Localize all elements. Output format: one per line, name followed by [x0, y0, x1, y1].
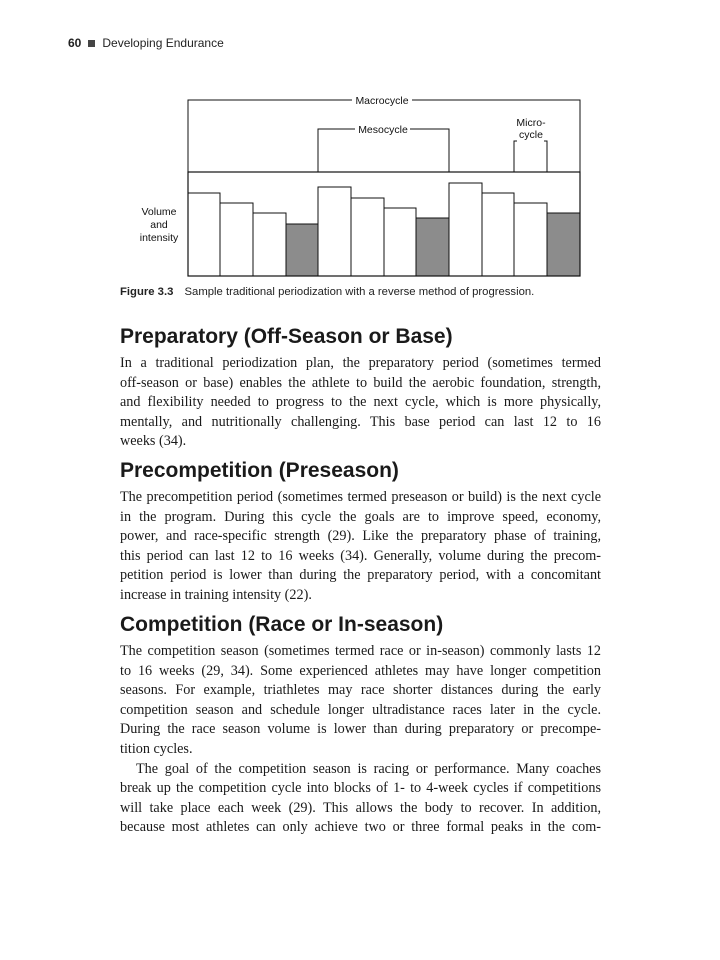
figure-caption-label: Figure 3.3	[120, 286, 174, 298]
text-line: this period can last 12 to 16 weeks (34). Generally, volume during the precom-	[120, 547, 601, 564]
square-bullet-icon	[88, 40, 95, 47]
section-heading: Precompetition (Preseason)	[120, 459, 399, 482]
y-label-line-2: and	[150, 219, 168, 231]
text-line: tition cycles.	[120, 740, 193, 757]
text-line: petition period is lower than during the preparatory period, with a concomitant	[120, 567, 601, 584]
text-line: increase in training intensity (22).	[120, 586, 312, 603]
bar-7	[384, 208, 416, 276]
section-heading: Competition (Race or In-season)	[120, 613, 444, 636]
text-line: and flexibility needed to progress to the next cycle, which is more physically,	[120, 394, 601, 411]
bar-3	[253, 213, 286, 276]
text-line: The goal of the competition season is racing or performance. Many coaches	[136, 760, 601, 777]
text-line: to 16 weeks (29, 34). Some experienced athletes may have longer competition	[120, 662, 601, 679]
y-label-line-1: Volume	[141, 206, 177, 218]
section-competition	[120, 612, 601, 838]
paragraph	[120, 488, 601, 606]
text-line: The precompetition period (sometimes termed preseason or build) is the next cycle	[120, 489, 601, 505]
periodization-diagram	[0, 88, 720, 288]
bar-11	[514, 203, 547, 276]
periodization-figure	[0, 88, 720, 288]
y-axis-label	[140, 206, 179, 244]
page-number: 60	[68, 36, 82, 50]
running-head-title: Developing Endurance	[102, 36, 224, 50]
bar-9	[449, 183, 482, 276]
figure-caption	[120, 286, 534, 298]
bar-1	[188, 193, 220, 276]
bars-group	[188, 183, 580, 276]
section-heading: Preparatory (Off-Season or Base)	[120, 325, 453, 348]
running-head	[68, 36, 224, 50]
text-line: During the race season volume is lower than during preparatory or precompe-	[120, 721, 601, 738]
bar-12-shaded	[547, 213, 580, 276]
bar-4-shaded	[286, 224, 318, 276]
mesocycle-label: Mesocycle	[358, 124, 408, 136]
text-line: in the program. During this cycle the goals are to improve speed, economy,	[120, 508, 601, 525]
figure-caption-text: Sample traditional periodization with a reverse method of progression.	[184, 286, 535, 298]
paragraph	[120, 642, 601, 760]
text-line: because most athletes can only achieve two or three formal peaks in the com-	[120, 819, 601, 836]
bar-5	[318, 187, 351, 276]
macrocycle-label: Macrocycle	[355, 95, 409, 107]
y-label-line-3: intensity	[139, 232, 179, 244]
paragraph	[120, 354, 601, 452]
mesocycle-bracket	[318, 124, 449, 172]
text-line: mentally, and nutritionally challenging. This base period can last 12 to 16	[120, 413, 601, 430]
microcycle-label-line-1: Micro-	[516, 117, 546, 129]
section-precompetition	[120, 458, 601, 606]
text-line: competition season and schedule longer ultradistance races later in the cycle.	[120, 701, 601, 718]
text-line: off-season or base) enables the athlete to build the aerobic foundation, strength,	[120, 374, 601, 391]
text-line: will take place each week (29). This allows the body to recover. In addition,	[120, 799, 601, 816]
text-line: weeks (34).	[120, 433, 187, 450]
text-line: power, and race-specific strength (29). Like the preparatory phase of training,	[120, 528, 601, 545]
bar-10	[482, 193, 514, 276]
text-line: seasons. For example, triathletes may race shorter distances during the early	[120, 682, 601, 699]
paragraph	[120, 760, 601, 838]
section-preparatory	[120, 324, 601, 452]
text-line: The competition season (sometimes termed race or in-season) commonly lasts 12	[120, 643, 601, 659]
text-line: In a traditional periodization plan, the preparatory period (sometimes termed	[120, 355, 601, 371]
microcycle-bracket	[514, 117, 547, 172]
text-line: break up the competition cycle into blocks of 1- to 4-week cycles if competitions	[120, 780, 601, 797]
microcycle-label-line-2: cycle	[519, 129, 543, 141]
bar-6	[351, 198, 384, 276]
bar-2	[220, 203, 253, 276]
bar-8-shaded	[416, 218, 449, 276]
